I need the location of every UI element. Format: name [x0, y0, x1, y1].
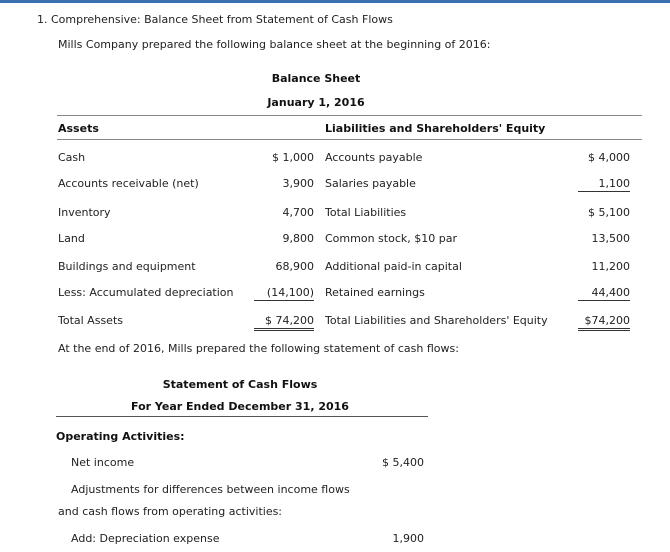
total-assets-label: Total Assets	[58, 314, 123, 327]
problem-title	[37, 13, 393, 26]
liability-label: Total Liabilities	[325, 206, 407, 219]
asset-value: 68,900	[275, 260, 314, 273]
adjustments-line-2: and cash flows from operating activities:	[58, 505, 283, 518]
balance-sheet-title: Balance Sheet	[271, 72, 361, 85]
liability-value: $ 4,000	[588, 151, 630, 164]
total-liabilities-equity-value: $74,200	[578, 314, 630, 331]
net-income-label: Net income	[71, 456, 135, 469]
problem-intro: Mills Company prepared the following balance sheet at the beginning of 2016:	[58, 38, 491, 51]
asset-label: Inventory	[58, 206, 111, 219]
asset-value: 3,900	[282, 177, 314, 190]
adjustments-line-1: Adjustments for differences between income flows	[71, 483, 350, 496]
heading-rule	[57, 115, 642, 116]
asset-value: 9,800	[282, 232, 314, 245]
liability-value: 11,200	[591, 260, 630, 273]
liability-value: 13,500	[591, 232, 630, 245]
problem-title-text: Comprehensive: Balance Sheet from Statement of Cash Flows	[51, 13, 393, 26]
asset-value: (14,100)	[254, 286, 314, 301]
liability-value: 1,100	[578, 177, 630, 192]
liabilities-equity-header: Liabilities and Shareholders' Equity	[325, 122, 546, 135]
operating-activities-header: Operating Activities:	[56, 430, 185, 443]
depreciation-label: Add: Depreciation expense	[71, 532, 220, 545]
asset-label: Less: Accumulated depreciation	[58, 286, 234, 299]
liability-value: $ 5,100	[588, 206, 630, 219]
column-header-rule	[57, 139, 642, 140]
asset-label: Land	[58, 232, 85, 245]
liability-label: Common stock, $10 par	[325, 232, 457, 245]
depreciation-value: 1,900	[392, 532, 424, 545]
transition-text: At the end of 2016, Mills prepared the following statement of cash flows:	[58, 342, 459, 355]
net-income-value: $ 5,400	[382, 456, 424, 469]
total-assets-value: $ 74,200	[254, 314, 314, 331]
cash-flow-heading-rule	[56, 416, 428, 417]
cash-flow-title: Statement of Cash Flows	[162, 378, 318, 391]
asset-label: Accounts receivable (net)	[58, 177, 199, 190]
asset-value: 4,700	[282, 206, 314, 219]
asset-value: $ 1,000	[272, 151, 314, 164]
liability-value: 44,400	[578, 286, 630, 301]
liability-label: Accounts payable	[325, 151, 423, 164]
liability-label: Additional paid-in capital	[325, 260, 462, 273]
problem-number: 1.	[37, 13, 48, 26]
asset-label: Cash	[58, 151, 86, 164]
asset-label: Buildings and equipment	[58, 260, 196, 273]
top-accent-line	[0, 0, 670, 3]
assets-header: Assets	[58, 122, 99, 135]
balance-sheet-date: January 1, 2016	[267, 96, 365, 109]
cash-flow-period: For Year Ended December 31, 2016	[131, 400, 349, 413]
liability-label: Salaries payable	[325, 177, 416, 190]
liability-label: Retained earnings	[325, 286, 425, 299]
total-liabilities-equity-label: Total Liabilities and Shareholders' Equity	[325, 314, 548, 327]
